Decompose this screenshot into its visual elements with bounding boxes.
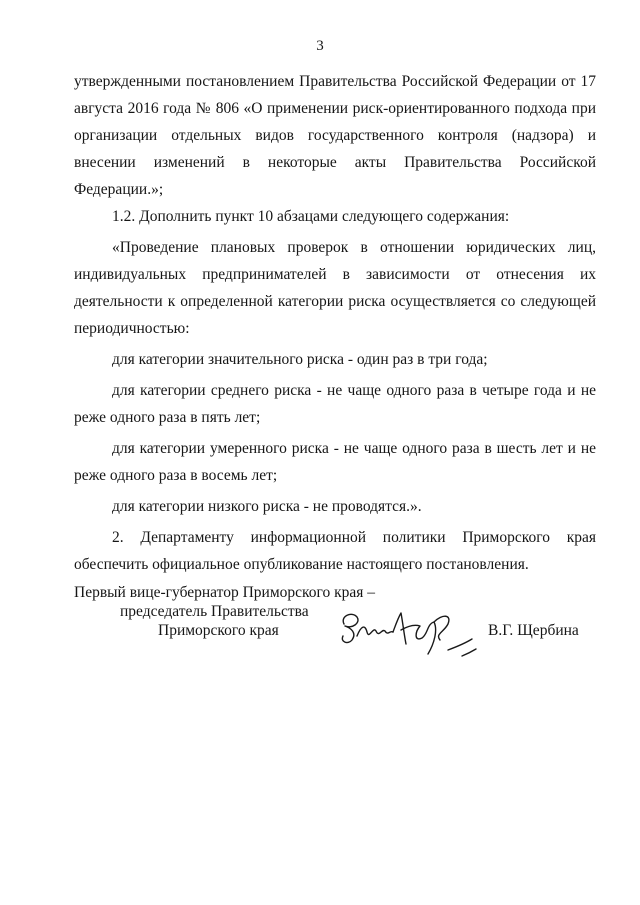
paragraph-significant-risk: для категории значительного риска - один раз в три года; <box>112 351 488 368</box>
signatory-title-line2: председатель Правительства <box>120 603 309 620</box>
paragraph-publication-order: 2. Департаменту информационной политики Приморского края обеспечить официальное опубликование настоящего постановления. <box>74 529 596 573</box>
signatory-title-line1: Первый вице-губернатор Приморского края – <box>74 584 376 601</box>
paragraph-continuation: утвержденными постановлением Правительства Российской Федерации от 17 августа 2016 года № 806 «О применении риск-ориентированного подхода при организации отдельных видов государственного контроля (надзора) и внесении изменений в некоторые акты Правительства Российской Федерации.»; <box>74 73 596 198</box>
paragraph-moderate-risk: для категории умеренного риска - не чаще одного раза в шесть лет и не реже одного раза в восемь лет; <box>74 440 596 484</box>
document-body <box>74 68 596 578</box>
paragraph-low-risk: для категории низкого риска - не проводятся.». <box>112 498 422 515</box>
paragraph-medium-risk: для категории среднего риска - не чаще одного раза в четыре года и не реже одного раза в пять лет; <box>74 382 596 426</box>
signatory-name: В.Г. Щербина <box>488 622 579 639</box>
signatory-title-line3: Приморского края <box>158 622 279 639</box>
page-number: 3 <box>316 38 324 54</box>
paragraph-amendment-intro: 1.2. Дополнить пункт 10 абзацами следующего содержания: <box>112 208 510 225</box>
paragraph-inspection-periodicity: «Проведение плановых проверок в отношении юридических лиц, индивидуальных предпринимателей в зависимости от отнесения их деятельности к определенной категории риска осуществляется со следующей периодичностью: <box>74 239 596 337</box>
handwritten-signature <box>330 602 480 664</box>
